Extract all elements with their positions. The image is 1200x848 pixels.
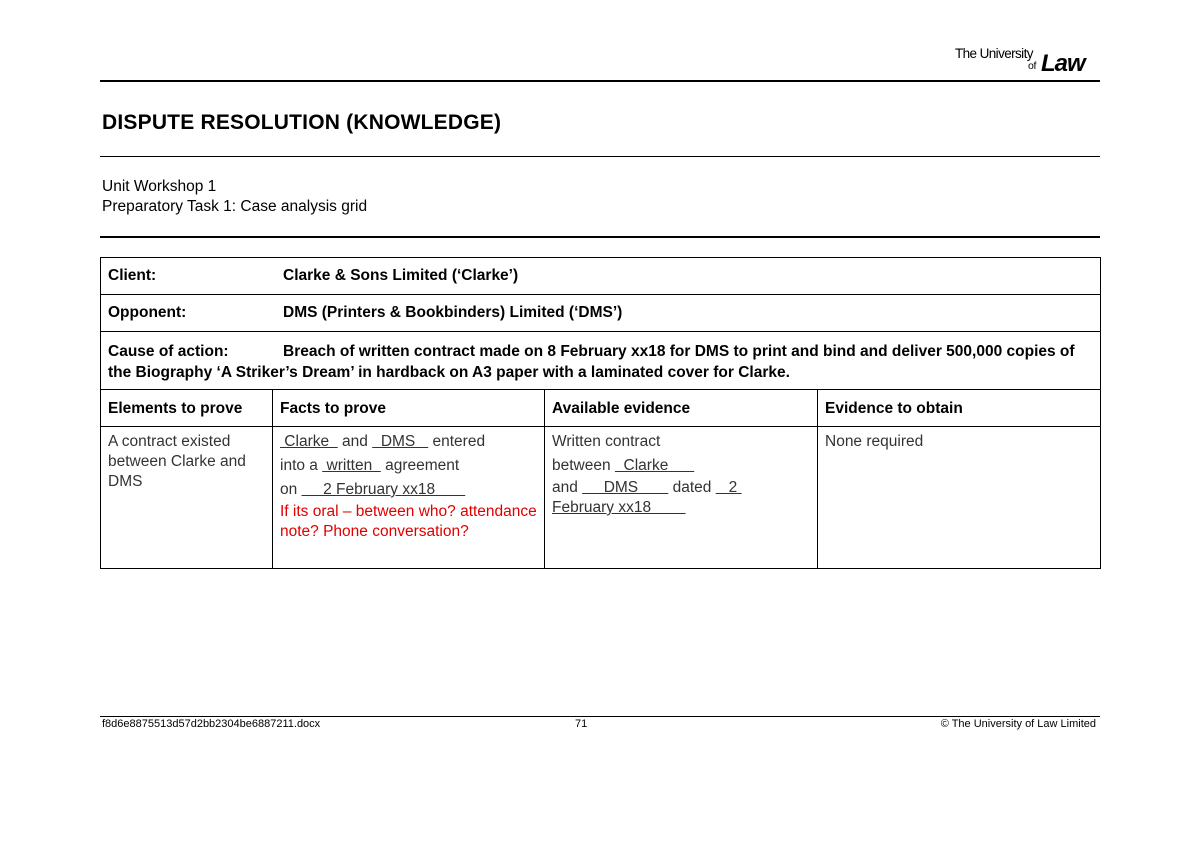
logo-line-2: of	[1028, 60, 1037, 72]
evidence-line-1: Written contract	[552, 433, 661, 450]
body-row	[101, 427, 1100, 568]
evidence-between: between	[552, 457, 615, 474]
logo-line-1: The University	[955, 46, 1033, 61]
evidence-date: February xx18	[552, 499, 686, 516]
client-label: Client:	[108, 267, 157, 284]
document-title: DISPUTE RESOLUTION (KNOWLEDGE)	[102, 111, 502, 134]
fact-agreement-type: written	[322, 457, 381, 474]
client-value: Clarke & Sons Limited (‘Clarke’)	[283, 267, 519, 284]
title-rule	[100, 156, 1100, 157]
opponent-row	[101, 295, 1100, 332]
evidence-dated: dated	[668, 479, 716, 496]
elements-cell: A contract existed between Clarke and DMS	[101, 427, 273, 568]
opponent-value: DMS (Printers & Bookbinders) Limited (‘DMS’)	[283, 304, 623, 321]
university-logo	[955, 46, 1101, 76]
cause-label: Cause of action:	[108, 343, 229, 360]
evidence-party-1: Clarke	[614, 457, 695, 474]
fact-entered: entered	[428, 433, 486, 450]
cause-row	[101, 332, 1100, 390]
facts-cell	[273, 427, 545, 568]
evidence-party-2: DMS	[582, 479, 669, 496]
header-facts: Facts to prove	[273, 390, 545, 426]
footer-page-number: 71	[575, 718, 588, 730]
fact-and: and	[337, 433, 373, 450]
available-evidence-cell	[545, 427, 818, 568]
header-row	[101, 390, 1100, 427]
task-heading: Preparatory Task 1: Case analysis grid	[102, 198, 368, 215]
footer-rule	[100, 716, 1100, 717]
subtitle-rule	[100, 236, 1100, 238]
unit-heading: Unit Workshop 1	[102, 178, 217, 195]
top-rule	[100, 80, 1100, 82]
evidence-and: and	[552, 479, 583, 496]
fact-party-2: DMS	[372, 433, 429, 450]
fact-into-a: into a	[280, 457, 323, 474]
evidence-to-obtain-cell: None required	[825, 433, 924, 450]
evidence-day: 2	[715, 479, 742, 496]
cause-value: Breach of written contract made on 8 February xx18 for DMS to print and bind and deliver 500,000 copies of the Biography ‘A Striker’s Dream’ in hardback on A3 paper with a laminated cover for Clarke.	[108, 343, 1075, 381]
fact-party-1: Clarke	[280, 433, 338, 450]
header-evidence-to-obtain: Evidence to obtain	[825, 400, 963, 417]
footer-copyright: © The University of Law Limited	[940, 718, 1096, 730]
case-analysis-grid	[100, 257, 1101, 569]
fact-agreement: agreement	[380, 457, 460, 474]
fact-on: on	[280, 481, 302, 498]
client-row	[101, 258, 1100, 295]
header-elements: Elements to prove	[101, 390, 273, 426]
opponent-label: Opponent:	[108, 304, 187, 321]
fact-date: 2 February xx18	[301, 481, 466, 498]
header-available-evidence: Available evidence	[545, 390, 818, 426]
logo-line-3: Law	[1041, 50, 1085, 77]
fact-note: If its oral – between who? attendance note? Phone conversation?	[280, 503, 537, 540]
footer-filename: f8d6e8875513d57d2bb2304be6887211.docx	[102, 718, 321, 730]
